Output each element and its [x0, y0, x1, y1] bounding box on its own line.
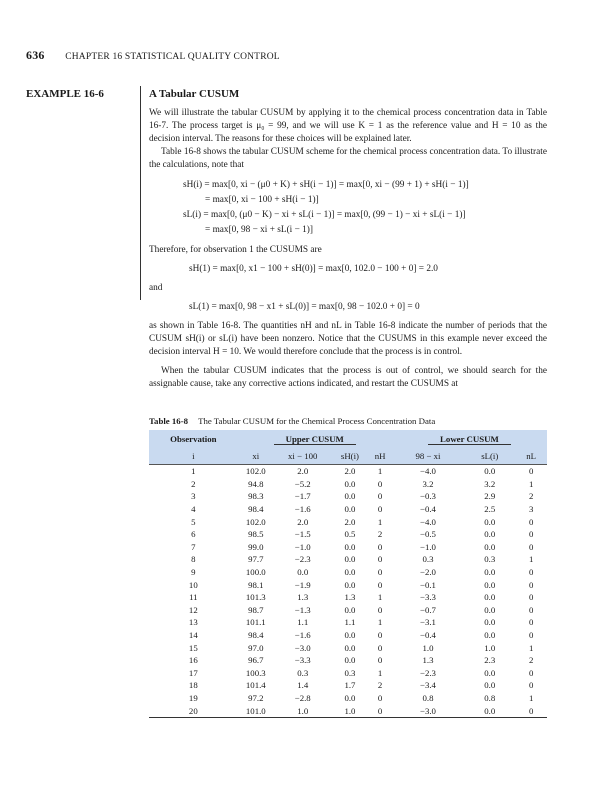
table-cell: 0	[377, 604, 383, 615]
table-cell: 6	[191, 529, 196, 540]
table-cell: 11	[189, 592, 198, 603]
paragraph-2: Table 16-8 shows the tabular CUSUM scheme for the chemical process concentration data. To illustrate the calculations, note that	[149, 147, 547, 170]
table-row	[149, 528, 547, 541]
table-cell: 14	[188, 630, 198, 641]
table-cell: −3.0	[392, 704, 464, 717]
table-cell: 97.2	[248, 692, 264, 703]
paragraph-3: Therefore, for observation 1 the CUSUMS are	[149, 245, 322, 255]
equation-sh: sH(i) = max[0, xi − (μ0 + K) + sH(i − 1)] = max[0, xi − (99 + 1) + sH(i − 1)]	[183, 180, 469, 190]
table-cell: 0.0	[484, 592, 496, 603]
table-cell: 101.4	[245, 680, 266, 691]
page-number: 636	[26, 48, 45, 62]
table-cell: 16	[188, 655, 198, 666]
table-cell: −3.1	[420, 617, 436, 628]
table-cell: 0	[377, 491, 383, 502]
table-row	[149, 629, 547, 642]
table-cell: 1.0	[274, 704, 332, 717]
table-cell: 1.3	[422, 655, 434, 666]
table-cell: 2	[377, 680, 383, 691]
table-cell: 0	[528, 567, 534, 578]
table-cell: 3	[528, 504, 534, 515]
table-row	[149, 591, 547, 604]
paragraph-5: When the tabular CUSUM indicates that the process is out of control, we should search for the assignable cause, take any corrective actions indicated, and restart the CUSUMS at	[149, 366, 547, 389]
table-cell: −1.5	[294, 529, 311, 540]
table-cell: 0.0	[484, 529, 496, 540]
table-cell: 0.0	[344, 604, 356, 615]
table-cell: 0	[377, 655, 383, 666]
equation-sl: sL(i) = max[0, (μ0 − K) − xi + sL(i − 1)] = max[0, (99 − 1) − xi + sL(i − 1)]	[183, 210, 466, 220]
table-cell: 0.0	[344, 642, 356, 653]
table-cell: 1	[528, 554, 534, 565]
table-row	[149, 566, 547, 579]
table-cell: −4.0	[420, 516, 436, 527]
table-cell: 0	[528, 466, 534, 477]
table-cell: 0.0	[344, 504, 356, 515]
table-cell: 96.7	[248, 655, 264, 666]
table-cell: 0	[377, 504, 383, 515]
table-cell: 2	[528, 491, 534, 502]
table-cell: 0	[377, 642, 383, 653]
table-cell: 0.0	[344, 692, 356, 703]
table-row	[149, 490, 547, 503]
table-cell: 98.4	[248, 630, 264, 641]
table-cell: 0.3	[484, 554, 496, 565]
cusum-table	[149, 430, 547, 718]
table-cell: 4	[191, 504, 196, 515]
table-caption-label: Table 16-8	[149, 416, 189, 426]
table-cell: 0.0	[344, 541, 356, 552]
table-row	[149, 478, 547, 491]
table-cell: 2.9	[484, 491, 496, 502]
equation-sl-simplified: = max[0, 98 − xi + sL(i − 1)]	[205, 225, 313, 235]
and-text: and	[149, 283, 163, 293]
table-cell: 98.4	[248, 504, 264, 515]
table-cell: 0	[377, 630, 383, 641]
table-cell: 101.0	[238, 704, 274, 717]
table-cell: 98.1	[248, 579, 264, 590]
table-cell: 0.3	[297, 667, 309, 678]
table-cell: 1.3	[344, 592, 356, 603]
table-row	[149, 704, 547, 717]
table-cell: −0.4	[420, 630, 436, 641]
table-cell: 0.0	[297, 567, 309, 578]
table-cell: 0.0	[344, 491, 356, 502]
table-cell: −3.3	[420, 592, 436, 603]
table-cell: −0.5	[420, 529, 436, 540]
table-cell: 0.0	[344, 630, 356, 641]
table-cell: 0	[528, 541, 534, 552]
table-cell: 0.0	[484, 680, 496, 691]
group-header-lower: Lower CUSUM	[392, 430, 547, 448]
table-cell: −3.0	[294, 642, 311, 653]
table-cell: 13	[188, 617, 198, 628]
example-body	[149, 88, 547, 391]
table-cell: 3.2	[422, 478, 434, 489]
column-header: nH	[368, 448, 391, 465]
table-cell: 0.0	[484, 604, 496, 615]
table-row	[149, 679, 547, 692]
table-cell: 0	[528, 529, 534, 540]
table-cell: −1.9	[294, 579, 311, 590]
table-cell: 1.0	[332, 704, 369, 717]
equation-sh-simplified: = max[0, xi − 100 + sH(i − 1)]	[205, 195, 319, 205]
table-cell: −4.0	[420, 466, 436, 477]
table-cell: 1	[377, 592, 383, 603]
table-cell: 0	[528, 579, 534, 590]
equation-sl1: sL(1) = max[0, 98 − x1 + sL(0)] = max[0, 98 − 102.0 + 0] = 0	[189, 302, 420, 312]
table-cell: 102.0	[245, 516, 266, 527]
table-row	[149, 553, 547, 566]
table-cell: −0.1	[420, 579, 436, 590]
table-cell: 1.4	[297, 680, 309, 691]
table-cell: 2	[528, 655, 534, 666]
column-header: xi − 100	[274, 448, 332, 465]
table-cell: 18	[188, 680, 198, 691]
table-cell: 0	[377, 692, 383, 703]
table-cell: 94.8	[248, 478, 264, 489]
column-header: sL(i)	[464, 448, 515, 465]
example-label: EXAMPLE 16-6	[26, 88, 104, 100]
table-cell: 0.0	[344, 655, 356, 666]
table-cell: 20	[149, 704, 238, 717]
table-cell: 15	[188, 642, 198, 653]
table-row	[149, 578, 547, 591]
table-cell: 2.0	[344, 466, 356, 477]
table-cell: 97.7	[248, 554, 264, 565]
column-header: nL	[515, 448, 547, 465]
paragraph-4: as shown in Table 16-8. The quantities nH and nL in Table 16-8 indicate the number of periods that the CUSUM sH(i) or sL(i) have been nonzero. Notice that the CUSUMS in this example never exceed the decision interval H = 10. We would therefore conclude that the process is in control.	[149, 321, 547, 357]
table-cell: 8	[191, 554, 196, 565]
table-cell: −2.0	[420, 567, 436, 578]
table-cell: 0	[528, 604, 534, 615]
example-title: A Tabular CUSUM	[149, 88, 240, 100]
table-cell: −1.3	[294, 604, 311, 615]
equation-block-1	[183, 178, 547, 238]
table-cell: 9	[191, 567, 196, 578]
table-cell: −1.0	[420, 541, 436, 552]
table-cell: −2.3	[294, 554, 311, 565]
table-row	[149, 692, 547, 705]
table-cell: −3.4	[420, 680, 436, 691]
table-cell: 0.0	[484, 466, 496, 477]
table-cell: 7	[191, 541, 196, 552]
equation-sh1: sH(1) = max[0, x1 − 100 + sH(0)] = max[0, 102.0 − 100 + 0] = 2.0	[189, 264, 438, 274]
table-cell: 2	[191, 478, 196, 489]
table-cell: 2	[377, 529, 383, 540]
table-cell: 3.2	[484, 478, 496, 489]
table-cell: 3	[191, 491, 196, 502]
table-cell: 97.0	[248, 642, 264, 653]
table-cell: 0	[377, 541, 383, 552]
table-cell: 0.0	[484, 630, 496, 641]
table-cell: −2.3	[420, 667, 436, 678]
table-cell: 0.8	[422, 692, 434, 703]
table-cell: −3.3	[294, 655, 311, 666]
table-cell: 0.0	[484, 617, 496, 628]
table-cell: 100.3	[245, 667, 266, 678]
table-row	[149, 667, 547, 680]
table-cell: 98.5	[248, 529, 264, 540]
table-cell: 0	[528, 630, 534, 641]
table-cell: 0.8	[484, 692, 496, 703]
table-cell: 101.1	[245, 617, 266, 628]
table-row	[149, 654, 547, 667]
table-row	[149, 616, 547, 629]
column-header: i	[149, 448, 238, 465]
table-cell: 100.0	[245, 567, 266, 578]
table-cell: 0.0	[484, 567, 496, 578]
table-cell: 99.0	[248, 541, 264, 552]
table-cell: 0.0	[344, 579, 356, 590]
table-cell: 0.0	[484, 579, 496, 590]
table-cell: 2.5	[484, 504, 496, 515]
table-cell: 1.7	[344, 680, 356, 691]
table-cell: 1	[528, 692, 534, 703]
paragraph-1: We will illustrate the tabular CUSUM by applying it to the chemical process concentration data in Table 16-7. The process target is μ₀ = 99, and we will use K = 1 as the reference value and H = 10 as the decision interval. The reasons for these choices will be explained later.	[149, 108, 547, 144]
table-cell: 0	[528, 680, 534, 691]
group-header-observation: Observation	[149, 430, 238, 448]
table-cell: −0.4	[420, 504, 436, 515]
table-cell: 0	[528, 516, 534, 527]
table-cell: 0.3	[344, 667, 356, 678]
table-cell: 0.0	[484, 667, 496, 678]
table-cell: 0.0	[344, 554, 356, 565]
table-cell: 1	[191, 466, 196, 477]
table-cell: 0	[377, 567, 383, 578]
table-cell: 1.3	[297, 592, 309, 603]
page-header	[26, 48, 280, 63]
table-cell: 1.1	[344, 617, 356, 628]
table-cell: 2.3	[484, 655, 496, 666]
table-cell: 1	[377, 617, 383, 628]
table-cell: 0	[528, 592, 534, 603]
table-cell: 0.0	[464, 704, 515, 717]
table-cell: 0.5	[344, 529, 356, 540]
table-cell: −1.7	[294, 491, 311, 502]
table-cell: 10	[188, 579, 198, 590]
group-header-upper: Upper CUSUM	[238, 430, 392, 448]
table-caption-text: The Tabular CUSUM for the Chemical Process Concentration Data	[198, 416, 436, 426]
table-cell: −5.2	[294, 478, 311, 489]
table-cell: 98.3	[248, 491, 264, 502]
table-cell: −1.6	[294, 630, 311, 641]
table-cell: 1.1	[297, 617, 309, 628]
table-body	[149, 465, 547, 718]
table-cell: 1.0	[484, 642, 496, 653]
table-row	[149, 641, 547, 654]
table-cell: 0	[377, 579, 383, 590]
table-cell: 0	[377, 478, 383, 489]
table-cell: 2.0	[297, 516, 309, 527]
table-cell: 2.0	[344, 516, 356, 527]
table-cell: −1.0	[294, 541, 311, 552]
example-divider	[140, 86, 141, 300]
table-cell: 0	[528, 617, 534, 628]
table-cell: 101.3	[245, 592, 266, 603]
table-cell: 0.3	[422, 554, 434, 565]
table-cell: 0	[368, 704, 391, 717]
column-header: 98 − xi	[392, 448, 464, 465]
table-cell: 12	[188, 604, 198, 615]
table-cell: 2.0	[297, 466, 309, 477]
table-caption	[149, 416, 435, 426]
table-cell: 1	[528, 642, 534, 653]
column-header: xi	[238, 448, 274, 465]
table-cell: −1.6	[294, 504, 311, 515]
table-cell: −2.8	[294, 692, 311, 703]
table-cell: 0.0	[344, 567, 356, 578]
table-row	[149, 465, 547, 478]
table-cell: 98.7	[248, 604, 264, 615]
table-cell: 102.0	[245, 466, 266, 477]
table-cell: 5	[191, 516, 196, 527]
table-cell: 0.0	[484, 516, 496, 527]
table-cell: −0.3	[420, 491, 436, 502]
table-cell: 1	[377, 667, 383, 678]
table-cell: 19	[188, 692, 198, 703]
table-cell: 17	[188, 667, 198, 678]
table-cell: −0.7	[420, 604, 436, 615]
chapter-title: CHAPTER 16 STATISTICAL QUALITY CONTROL	[65, 52, 280, 62]
table-cell: 0	[377, 554, 383, 565]
table-cell: 0.0	[344, 478, 356, 489]
table-row	[149, 503, 547, 516]
table-cell: 0	[515, 704, 547, 717]
table-row	[149, 604, 547, 617]
table-row	[149, 515, 547, 528]
table-cell: 1.0	[422, 642, 434, 653]
table-cell: 1	[528, 478, 534, 489]
table-row	[149, 541, 547, 554]
column-header: sH(i)	[332, 448, 369, 465]
table-cell: 1	[377, 466, 383, 477]
table-cell: 0	[528, 667, 534, 678]
table-cell: 1	[377, 516, 383, 527]
table-cell: 0.0	[484, 541, 496, 552]
